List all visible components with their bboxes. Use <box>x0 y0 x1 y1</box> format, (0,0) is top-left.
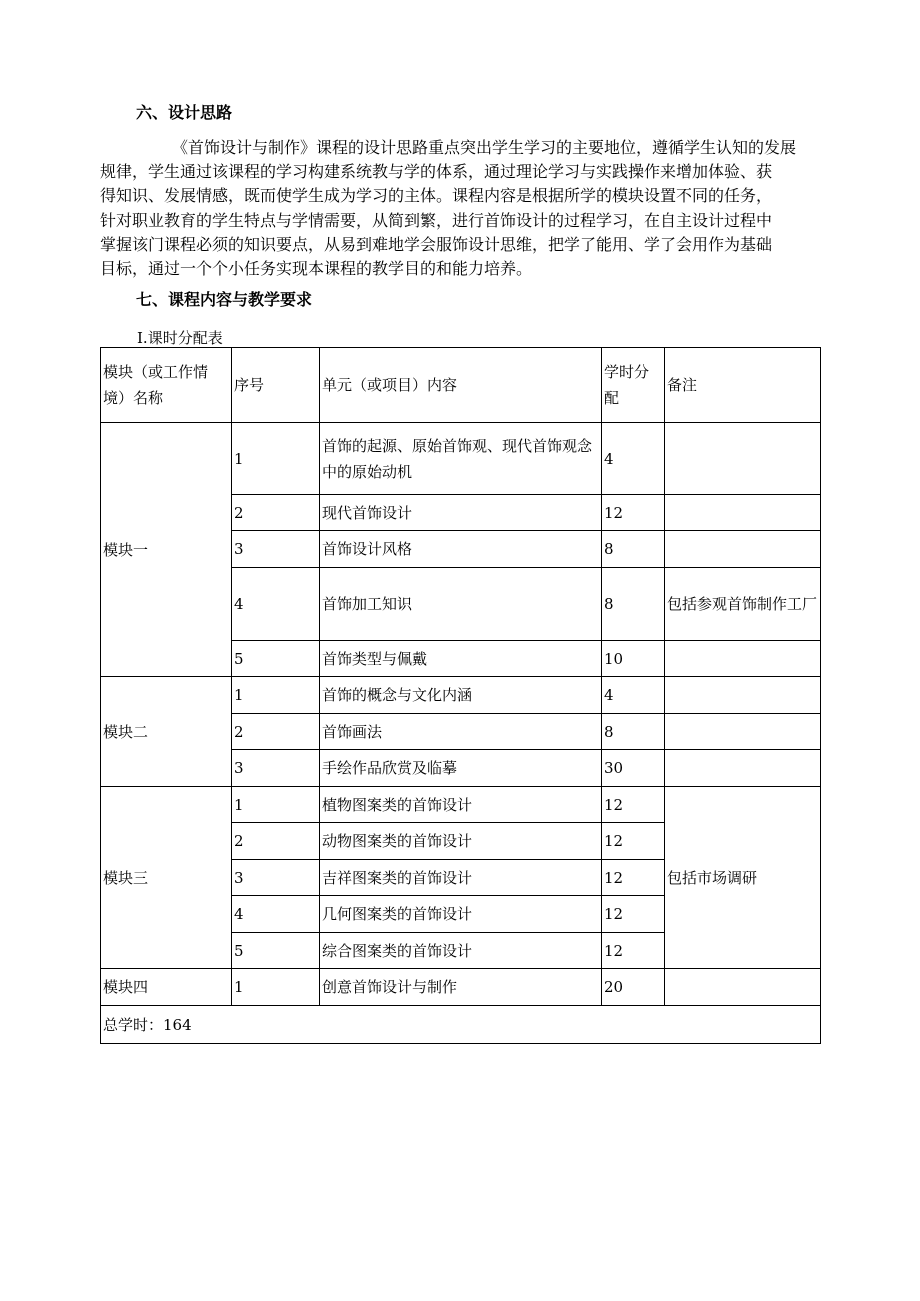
hours-cell: 30 <box>602 750 665 787</box>
hours-cell: 12 <box>602 860 665 896</box>
hours-cell: 8 <box>602 568 665 641</box>
hours-cell: 4 <box>602 677 665 714</box>
note-cell <box>665 750 821 787</box>
hours-cell: 8 <box>602 531 665 568</box>
note-cell <box>665 423 821 495</box>
module-name-cell: 模块四 <box>101 969 232 1006</box>
unit-cell: 首饰的概念与文化内涵 <box>320 677 602 714</box>
table-row <box>101 423 821 495</box>
note-cell <box>665 495 821 531</box>
module-name-cell: 模块一 <box>101 423 232 677</box>
note-cell <box>665 677 821 714</box>
hours-cell: 10 <box>602 641 665 677</box>
seq-cell: 1 <box>232 969 320 1006</box>
paragraph-line: 《首饰设计与制作》课程的设计思路重点突出学生学习的主要地位，遵循学生认知的发展 <box>172 138 797 157</box>
unit-cell: 创意首饰设计与制作 <box>320 969 602 1006</box>
table-caption: I.课时分配表 <box>137 329 223 347</box>
header-hours: 学时分配 <box>602 348 665 423</box>
header-unit: 单元（或项目）内容 <box>320 348 602 423</box>
seq-cell: 5 <box>232 933 320 969</box>
seq-cell: 1 <box>232 787 320 823</box>
hours-cell: 4 <box>602 423 665 495</box>
hours-cell: 12 <box>602 787 665 823</box>
unit-cell: 手绘作品欣赏及临摹 <box>320 750 602 787</box>
table-header-row <box>101 348 821 423</box>
hours-cell: 12 <box>602 896 665 933</box>
seq-cell: 3 <box>232 750 320 787</box>
note-cell <box>665 969 821 1006</box>
header-module: 模块（或工作情境）名称 <box>101 348 232 423</box>
header-seq: 序号 <box>232 348 320 423</box>
seq-cell: 3 <box>232 531 320 568</box>
unit-cell: 首饰画法 <box>320 714 602 750</box>
paragraph-line: 目标，通过一个个小任务实现本课程的教学目的和能力培养。 <box>100 259 533 279</box>
seq-cell: 4 <box>232 568 320 641</box>
unit-cell: 几何图案类的首饰设计 <box>320 896 602 933</box>
section-heading-design-approach: 六、设计思路 <box>136 103 233 122</box>
hours-cell: 12 <box>602 823 665 860</box>
paragraph-line: 掌握该门课程必须的知识要点，从易到难地学会服饰设计思维，把学了能用、学了会用作为基础 <box>100 234 773 254</box>
total-hours-cell: 总学时：164 <box>101 1006 821 1044</box>
module-name-cell: 模块三 <box>101 787 232 969</box>
hours-cell: 20 <box>602 969 665 1006</box>
hours-cell: 8 <box>602 714 665 750</box>
seq-cell: 3 <box>232 860 320 896</box>
seq-cell: 2 <box>232 823 320 860</box>
paragraph-line: 规律，学生通过该课程的学习构建系统教与学的体系，通过理论学习与实践操作来增加体验、获 <box>100 162 773 182</box>
note-cell: 包括市场调研 <box>665 787 821 969</box>
module-name-cell: 模块二 <box>101 677 232 787</box>
table-row <box>101 787 821 823</box>
table-row <box>101 677 821 714</box>
note-cell: 包括参观首饰制作工厂 <box>665 568 821 641</box>
seq-cell: 2 <box>232 495 320 531</box>
header-notes: 备注 <box>665 348 821 423</box>
note-cell <box>665 714 821 750</box>
note-cell <box>665 531 821 568</box>
seq-cell: 4 <box>232 896 320 933</box>
unit-cell: 首饰加工知识 <box>320 568 602 641</box>
unit-cell: 首饰设计风格 <box>320 531 602 568</box>
unit-cell: 吉祥图案类的首饰设计 <box>320 860 602 896</box>
total-row <box>101 1006 821 1044</box>
section-heading-course-content: 七、课程内容与教学要求 <box>136 290 313 309</box>
unit-cell: 综合图案类的首饰设计 <box>320 933 602 969</box>
unit-cell: 现代首饰设计 <box>320 495 602 531</box>
seq-cell: 5 <box>232 641 320 677</box>
hours-cell: 12 <box>602 495 665 531</box>
design-approach-paragraph <box>100 136 820 281</box>
unit-cell: 动物图案类的首饰设计 <box>320 823 602 860</box>
hours-cell: 12 <box>602 933 665 969</box>
seq-cell: 1 <box>232 677 320 714</box>
seq-cell: 2 <box>232 714 320 750</box>
paragraph-line: 得知识、发展情感，既而使学生成为学习的主体。课程内容是根据所学的模块设置不同的任务， <box>100 186 773 206</box>
seq-cell: 1 <box>232 423 320 495</box>
note-cell <box>665 641 821 677</box>
table-row <box>101 969 821 1006</box>
class-hours-table <box>100 347 821 1044</box>
unit-cell: 植物图案类的首饰设计 <box>320 787 602 823</box>
unit-cell: 首饰类型与佩戴 <box>320 641 602 677</box>
unit-cell: 首饰的起源、原始首饰观、现代首饰观念中的原始动机 <box>320 423 602 495</box>
paragraph-line: 针对职业教育的学生特点与学情需要，从简到繁，进行首饰设计的过程学习，在自主设计过程中 <box>100 210 773 230</box>
